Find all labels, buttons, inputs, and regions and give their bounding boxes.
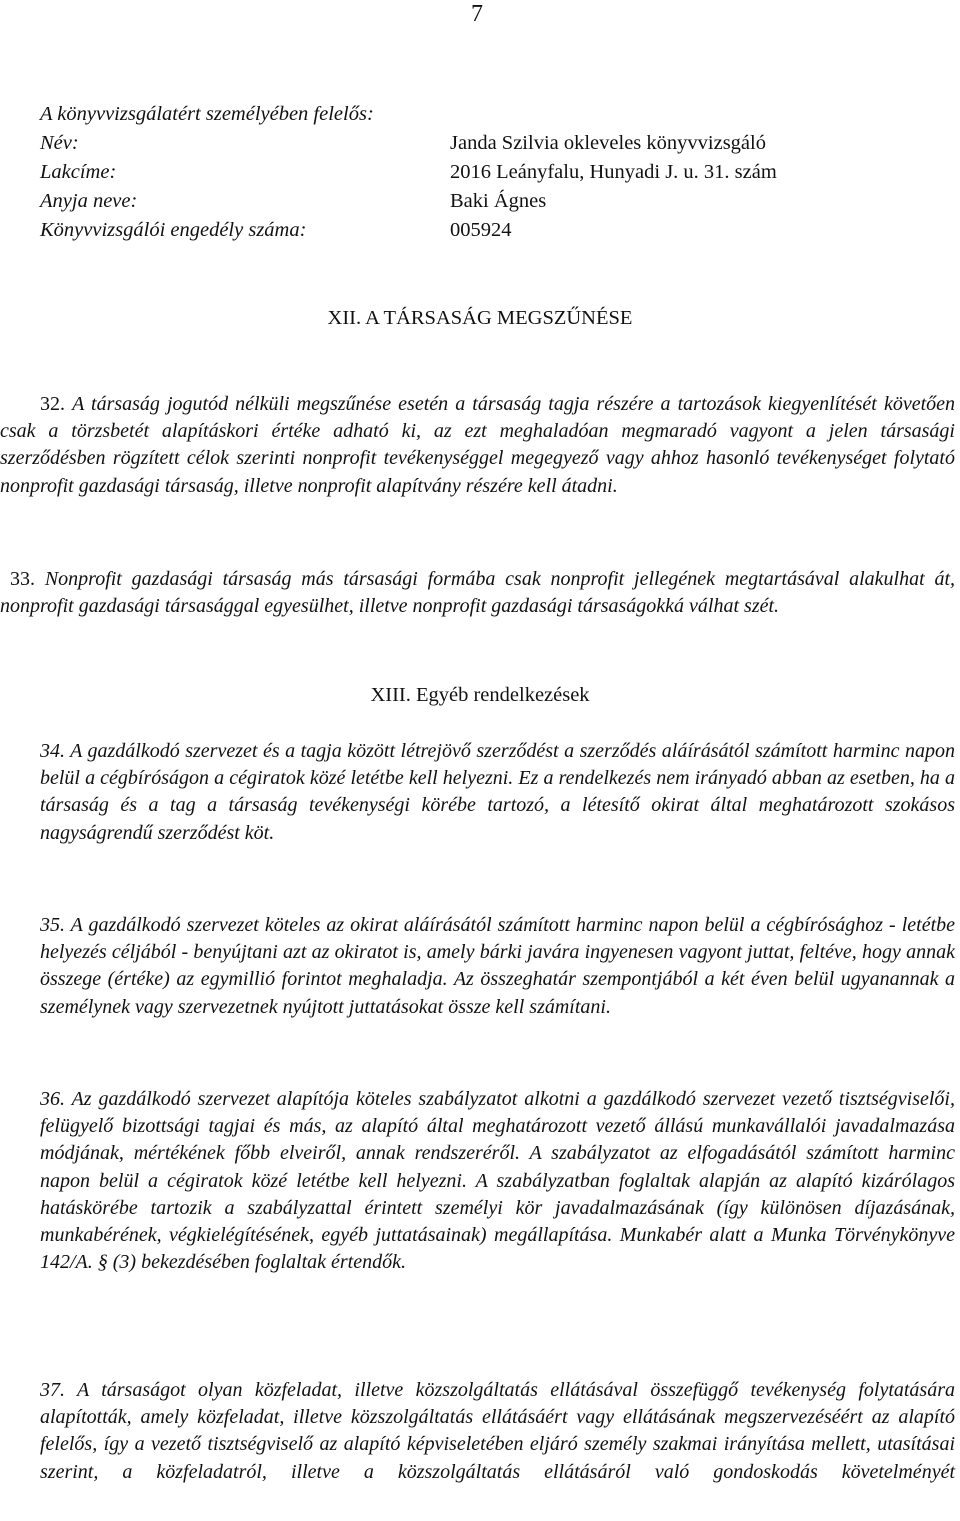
section-xiii-title: XIII. Egyéb rendelkezések [370, 684, 590, 706]
paragraph-33-number: 33. [10, 568, 35, 590]
paragraph-37 [40, 1377, 955, 1486]
page-number: 7 [471, 1, 483, 27]
responsible-person-block [40, 100, 777, 245]
paragraph-33 [0, 566, 955, 620]
paragraph-35-text: A gazdálkodó szervezet köteles az okirat aláírásától számított harminc napon belül a cégbírósághoz - letétbe helyezés céljából - benyújtani azt az okiratot is, amely bárki javára ingyenesen vagyont juttat, feltéve, hogy annak összege (értéke) az egymillió forintot meghaladja. Az összeghatár szempontjából a két éven belül ugyanannak a személynek vagy szervezetnek nyújtott juttatásokat össze kell számítani. [40, 914, 956, 1018]
paragraph-32-number: 32. [40, 393, 65, 415]
mother-name-row [40, 187, 547, 216]
mother-name-label: Anyja neve: [40, 190, 138, 212]
address-row [40, 158, 777, 187]
paragraph-32-text: A társaság jogutód nélküli megszűnése esetén a társaság tagja részére a tartozások kiegyenlítését követően csak a törzsbetét alapításkori értéke adható ki, az ezt meghaladóan megmaradó vagyont a jelen társasági szerződésben rögzített célok szerinti nonprofit tevékenységgel megegyező vagy ahhoz hasonló tevékenységet folytató nonprofit gazdasági társaság, illetve nonprofit alapítvány részére kell átadni. [0, 393, 956, 497]
section-xii-title: XII. A TÁRSASÁG MEGSZŰNÉSE [327, 307, 633, 329]
paragraph-36 [40, 1086, 955, 1276]
paragraph-37-number: 37. [40, 1379, 65, 1401]
paragraph-36-number: 36. [40, 1088, 65, 1110]
mother-name-value: Baki Ágnes [450, 190, 547, 212]
license-number-label: Könyvvizsgálói engedély száma: [40, 219, 307, 241]
name-row [40, 129, 766, 158]
name-label: Név: [40, 132, 79, 154]
license-number-value: 005924 [450, 219, 512, 241]
paragraph-35 [40, 912, 955, 1021]
paragraph-37-text: A társaságot olyan közfeladat, illetve közszolgáltatás ellátásával összefüggő tevékenység folytatására alapították, amely közfeladat, illetve közszolgáltatás ellátásáért vagy ellátásának megszervezéséért az alapító felelős, így a vezető tisztségviselő az alapító képviseletében eljáró személy szakmai irányítása mellett, utasításai szerint, a közfeladatról, illetve a közszolgáltatás ellátásáról való gondoskodás követelményét [40, 1379, 955, 1483]
address-label: Lakcíme: [40, 161, 117, 183]
paragraph-33-text: Nonprofit gazdasági társaság más társasági formába csak nonprofit jellegének megtartásával alakulhat át, nonprofit gazdasági társasággal egyesülhet, illetve nonprofit gazdasági társaságokká válhat szét. [0, 568, 955, 618]
paragraph-34-text: A gazdálkodó szervezet és a tagja között létrejövő szerződést a szerződés aláírásától számított harminc napon belül a cégbíróságon a cégiratok közé letétbe kell helyezni. Ez a rendelkezés nem irányadó abban az esetben, ha a társaság és a tag a társaság tevékenységi körébe tartozó, a létesítő okirat által meghatározott szokásos nagyságrendű szerződést köt. [40, 740, 956, 844]
address-value: 2016 Leányfalu, Hunyadi J. u. 31. szám [450, 161, 777, 183]
paragraph-34 [40, 738, 955, 847]
paragraph-35-number: 35. [40, 914, 65, 936]
paragraph-36-text: Az gazdálkodó szervezet alapítója köteles szabályzatot alkotni a gazdálkodó szervezet vezető tisztségviselői, felügyelő bizottsági tagjai és más, az alapító által meghatározott vezető állású munkavállalói javadalmazása módjának, mértékének főbb elveiről, annak rendszeréről. A szabályzatot az elfogadásától számított harminc napon belül a cégiratok közé letétbe kell helyezni. A szabályzatban foglaltak alapján az alapító kizárólagos hatáskörébe tartozik a szabályzattal érintett személyi kör javadalmazásának (így különösen díjazásának, munkabérének, végkielégítésének, egyéb juttatásainak) megállapítása. Munkabér alatt a Munka Törvénykönyve 142/A. § (3) bekezdésében foglaltak értendők. [40, 1088, 955, 1274]
paragraph-34-number: 34. [40, 740, 65, 762]
paragraph-32 [0, 391, 955, 500]
responsible-person-heading: A könyvvizsgálatért személyében felelős: [40, 103, 374, 125]
license-number-row [40, 216, 512, 245]
name-value: Janda Szilvia okleveles könyvvizsgáló [450, 132, 766, 154]
